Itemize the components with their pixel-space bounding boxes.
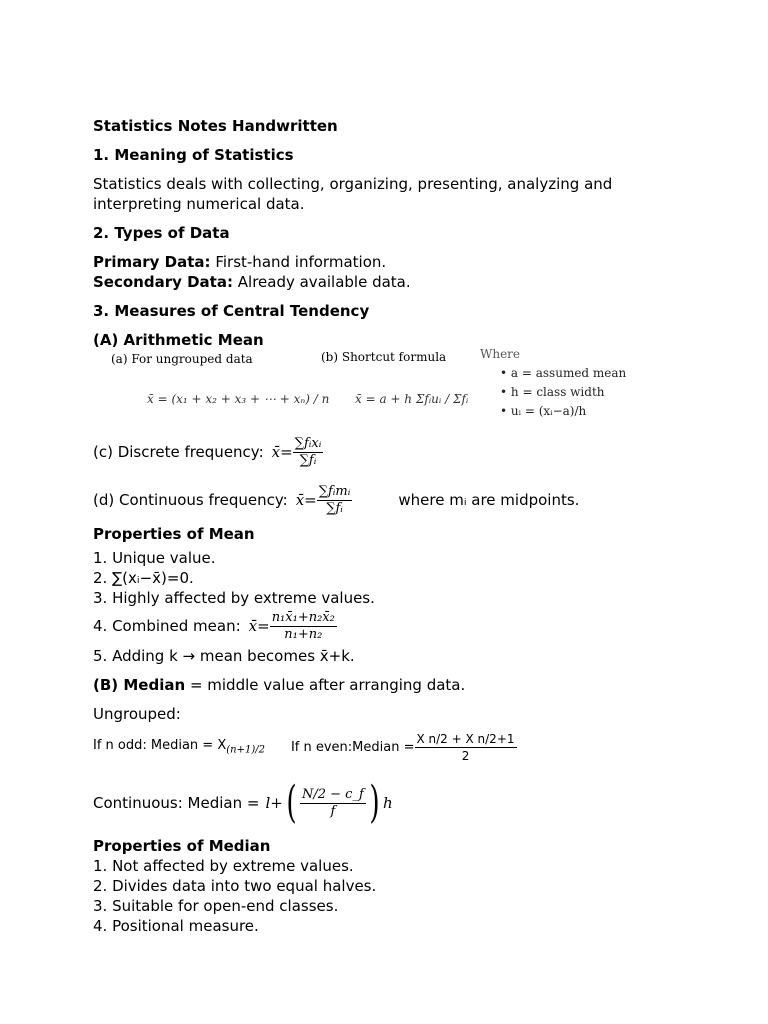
continuous-label: (d) Continuous frequency: xyxy=(93,491,288,509)
discrete-fraction: $\frac{\text{∑fᵢxᵢ}}{\text{∑fᵢ}}$ xyxy=(294,435,322,468)
document-page xyxy=(93,116,733,936)
mean-property-5: 5. Adding k → mean becomes x̄+k. xyxy=(93,647,355,665)
primary-data-line xyxy=(93,252,733,272)
mean-property-1: 1. Unique value. xyxy=(93,549,216,567)
mean-formulas-image xyxy=(93,347,733,432)
combined-xbar: x̄= xyxy=(248,617,270,635)
meaning-text-line-1: Statistics deals with collecting, organizing, presenting, analyzing and xyxy=(93,175,613,193)
ungrouped-formula: x̄ = (x₁ + x₂ + x₃ + ⋯ + xₙ) / n xyxy=(147,392,330,406)
where-item-h: • h = class width xyxy=(500,383,626,402)
median-h: h xyxy=(382,794,393,812)
secondary-data-text: Already available data. xyxy=(237,273,411,291)
secondary-data-label: Secondary Data: xyxy=(93,273,233,291)
shortcut-label: (b) Shortcut formula xyxy=(321,350,447,364)
where-list xyxy=(500,364,626,421)
median-property-4: 4. Positional measure. xyxy=(93,917,259,935)
continuous-xbar: x̄= xyxy=(295,491,317,509)
mean-property-4 xyxy=(93,608,733,644)
median-ungrouped-formulas xyxy=(93,724,733,770)
secondary-data-line xyxy=(93,272,733,292)
continuous-frequency-line xyxy=(93,478,733,522)
median-property-3: 3. Suitable for open-end classes. xyxy=(93,897,339,915)
mean-property-3: 3. Highly affected by extreme values. xyxy=(93,589,375,607)
ungrouped-label: (a) For ungrouped data xyxy=(111,352,253,366)
median-odd: If n odd: Median = $X_{(n+1)/2}$ xyxy=(93,738,265,756)
document-title: Statistics Notes Handwritten xyxy=(93,117,338,135)
ungrouped-label-median: Ungrouped: xyxy=(93,705,181,723)
median-property-2: 2. Divides data into two equal halves. xyxy=(93,877,377,895)
section-heading-central-tendency: 3. Measures of Central Tendency xyxy=(93,302,370,320)
median-continuous-line xyxy=(93,774,733,832)
left-paren: ( xyxy=(286,777,297,828)
where-label: Where xyxy=(480,347,521,361)
median-property-1: 1. Not affected by extreme values. xyxy=(93,857,354,875)
continuous-median-fraction: $\frac{N/2 - c\_f}{f}$ xyxy=(301,786,364,819)
where-item-a: • a = assumed mean xyxy=(500,364,626,383)
discrete-xbar: x̄= xyxy=(271,443,293,461)
properties-of-mean-heading: Properties of Mean xyxy=(93,525,255,543)
continuous-median-label: Continuous: Median = xyxy=(93,794,260,812)
primary-data-text: First-hand information. xyxy=(215,253,387,271)
properties-of-median-heading: Properties of Median xyxy=(93,837,271,855)
discrete-frequency-line xyxy=(93,432,733,472)
median-text: = middle value after arranging data. xyxy=(189,676,466,694)
combined-mean-fraction: $\frac{\text{n₁x̄₁+n₂x̄₂}}{\text{n₁+n₂}}$ xyxy=(271,609,335,642)
right-paren: ) xyxy=(369,777,380,828)
where-item-u: • uᵢ = (xᵢ−a)/h xyxy=(500,402,626,421)
section-heading-types: 2. Types of Data xyxy=(93,224,230,242)
discrete-label: (c) Discrete frequency: xyxy=(93,443,264,461)
combined-mean-label: 4. Combined mean: xyxy=(93,617,241,635)
median-even-fraction: $\frac{\text{X n/2 + X n/2+1}}{2}$ xyxy=(416,731,515,763)
section-heading-meaning: 1. Meaning of Statistics xyxy=(93,146,294,164)
median-line xyxy=(93,675,733,695)
continuous-fraction: $\frac{\text{∑fᵢmᵢ}}{\text{∑fᵢ}}$ xyxy=(318,483,351,516)
mean-property-2: 2. ∑(xᵢ−x̄)=0. xyxy=(93,569,194,587)
primary-data-label: Primary Data: xyxy=(93,253,211,271)
median-label: (B) Median xyxy=(93,676,186,694)
shortcut-formula: x̄ = a + h Σfᵢuᵢ / Σfᵢ xyxy=(355,392,469,406)
meaning-text-line-2: interpreting numerical data. xyxy=(93,195,305,213)
midpoints-note: where mᵢ are midpoints. xyxy=(398,491,580,509)
median-l: l+ xyxy=(265,794,283,812)
arithmetic-mean-heading: (A) Arithmetic Mean xyxy=(93,331,264,349)
median-even-label: If n even:Median = xyxy=(290,739,415,755)
